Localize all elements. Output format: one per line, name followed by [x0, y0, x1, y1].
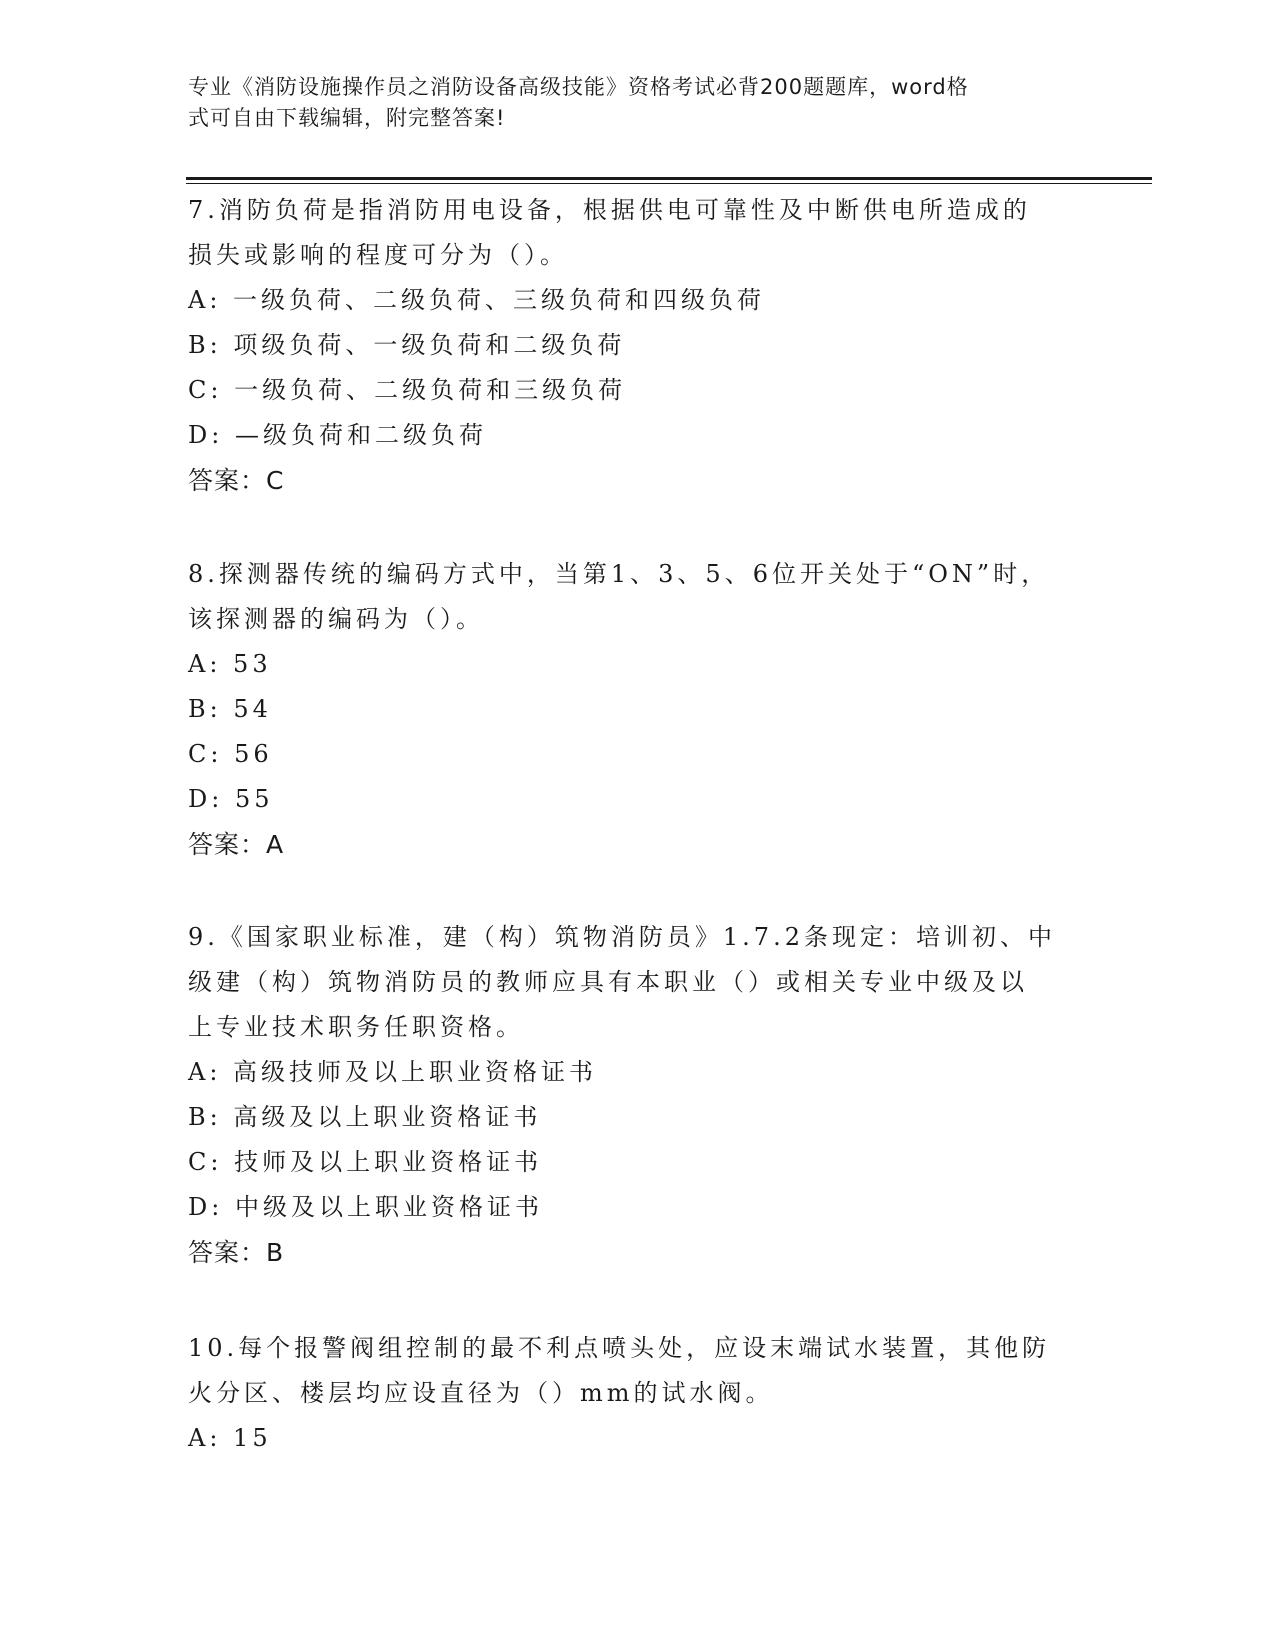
question-text-line: 上专业技术职务任职资格。	[188, 1013, 524, 1041]
question-text-line: 损失或影响的程度可分为（）。	[188, 241, 568, 269]
header-divider-thick	[186, 177, 1152, 180]
option-a: A: 15	[188, 1424, 272, 1452]
document-header	[188, 72, 1068, 134]
question-7	[188, 188, 1088, 503]
header-line-1: 专业《消防设施操作员之消防设备高级技能》资格考试必背200题题库，word格	[188, 75, 969, 99]
question-text-line: 级建（构）筑物消防员的教师应具有本职业（）或相关专业中级及以	[188, 968, 1028, 996]
option-b: B: 项级负荷、一级负荷和二级负荷	[188, 331, 626, 359]
question-text-line: 7.消防负荷是指消防用电设备，根据供电可靠性及中断供电所造成的	[188, 196, 1031, 224]
option-c: C: 56	[188, 740, 273, 768]
question-8	[188, 552, 1088, 867]
header-divider-thin	[186, 183, 1152, 184]
option-b: B: 高级及以上职业资格证书	[188, 1103, 542, 1131]
question-10	[188, 1326, 1088, 1461]
option-a: A: 53	[188, 650, 272, 678]
question-text-line: 9.《国家职业标准，建（构）筑物消防员》1.7.2条现定：培训初、中	[188, 923, 1056, 951]
question-text-line: 该探测器的编码为（）。	[188, 605, 484, 633]
answer-line: 答案：C	[188, 466, 285, 495]
header-line-2: 式可自由下载编辑，附完整答案!	[188, 106, 506, 130]
question-9	[188, 915, 1088, 1275]
option-a: A: 高级技师及以上职业资格证书	[188, 1058, 598, 1086]
option-c: C: 一级负荷、二级负荷和三级负荷	[188, 376, 627, 404]
option-d: D: —级负荷和二级负荷	[188, 421, 487, 449]
option-d: D: 55	[188, 785, 274, 813]
question-text-line: 10.每个报警阀组控制的最不利点喷头处，应设末端试水装置，其他防	[188, 1334, 1051, 1362]
option-d: D: 中级及以上职业资格证书	[188, 1193, 543, 1221]
question-text-line: 8.探测器传统的编码方式中，当第1、3、5、6位开关处于“ON”时，	[188, 560, 1050, 588]
option-b: B: 54	[188, 695, 272, 723]
option-c: C: 技师及以上职业资格证书	[188, 1148, 543, 1176]
answer-line: 答案：B	[188, 1238, 285, 1267]
answer-line: 答案：A	[188, 830, 285, 859]
option-a: A: 一级负荷、二级负荷、三级负荷和四级负荷	[188, 286, 766, 314]
question-text-line: 火分区、楼层均应设直径为（）mm的试水阀。	[188, 1379, 774, 1407]
